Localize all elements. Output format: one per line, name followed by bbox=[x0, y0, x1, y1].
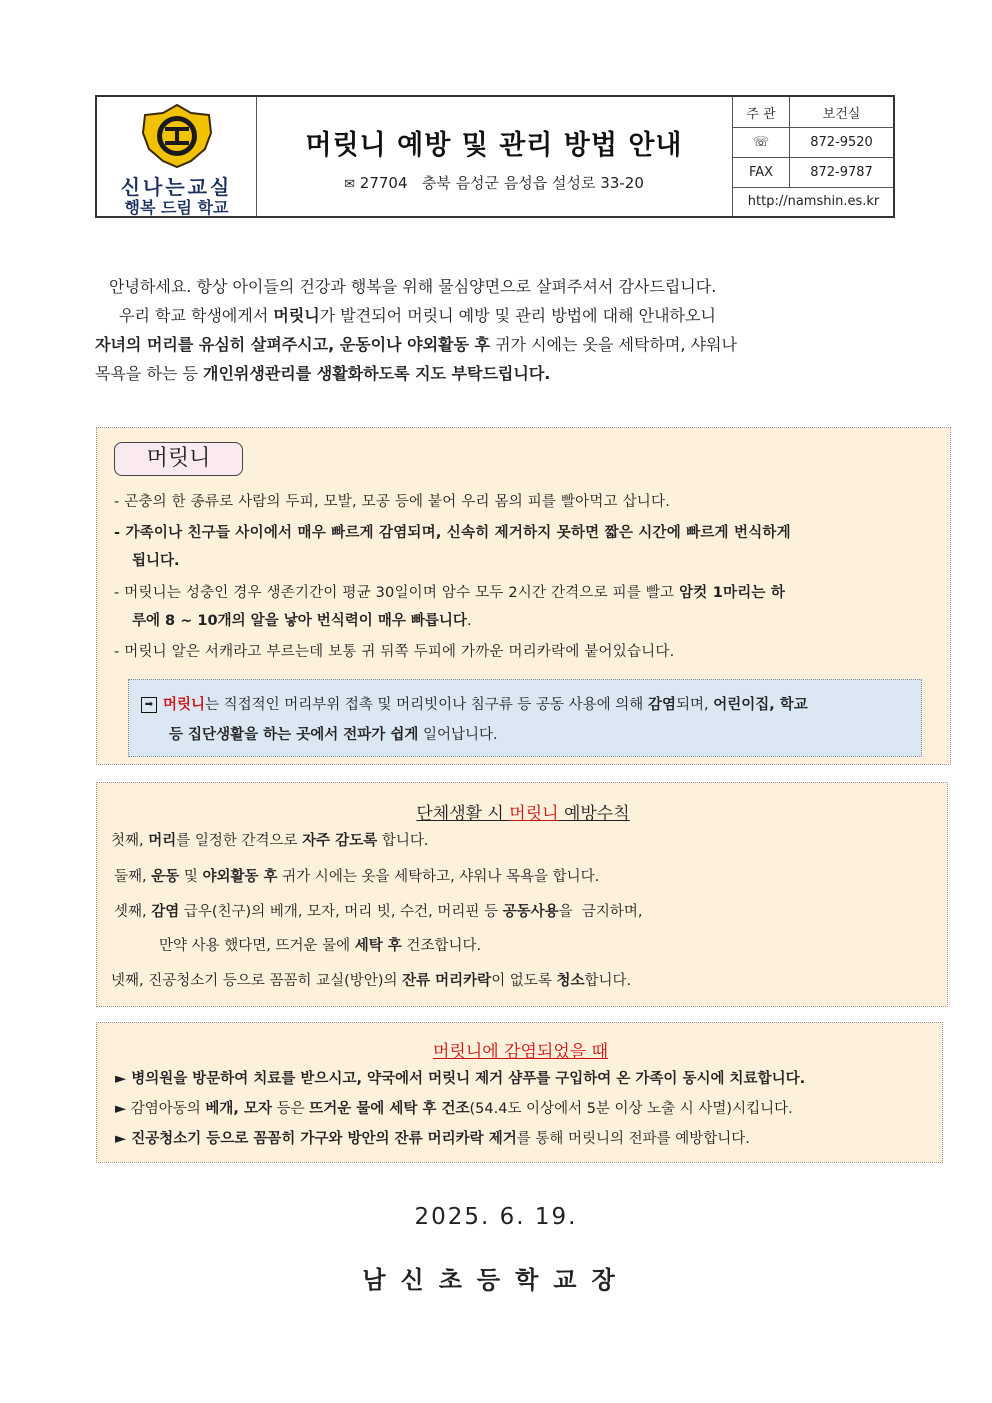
school-emblem-logo bbox=[139, 103, 215, 169]
response-text: ► 감염아동의 bbox=[115, 1101, 206, 1117]
rule-text: 합니다. bbox=[377, 833, 429, 849]
infection-response-line-1: ► 병의원을 방문하여 치료를 받으시고, 약국에서 머릿니 제거 샴푸를 구입하여 온 가족이 동시에 치료합니다. bbox=[115, 1071, 806, 1087]
school-address bbox=[256, 172, 732, 193]
info-row-dept bbox=[733, 97, 894, 128]
transmission-note-box bbox=[128, 679, 922, 757]
infection-response-box bbox=[96, 1022, 943, 1163]
lice-info-line: - 머릿니 알은 서캐라고 부르는데 보통 귀 뒤쪽 두피에 가까운 머리카락에 붙어있습니다. bbox=[114, 644, 675, 660]
rule-text: 셋째, bbox=[114, 904, 152, 920]
infection-response-line-3 bbox=[115, 1127, 935, 1151]
prevention-rule-4 bbox=[111, 969, 631, 993]
prevention-rules-title bbox=[97, 799, 949, 824]
rule-text: 를 일정한 간격으로 bbox=[176, 833, 303, 849]
rule-bold: 머리 bbox=[148, 833, 177, 849]
rule-bold: 야외활동 후 bbox=[202, 869, 278, 885]
lice-info-line: - 곤충의 한 종류로 사람의 두피, 모발, 모공 등에 붙어 우리 몸의 피를 빨아먹고 삽니다. bbox=[114, 494, 671, 510]
school-logo-cell bbox=[97, 97, 257, 216]
document-title: 머릿니 예방 및 관리 방법 안내 bbox=[305, 130, 683, 161]
intro-paragraph-1: 안녕하세요. 항상 아이들의 건강과 행복을 위해 물심양면으로 살펴주셔서 감사드립니다. bbox=[109, 277, 717, 296]
rule-text: 급우(친구)의 베개, 모자, 머리 빗, 수건, 머리핀 등 bbox=[179, 904, 503, 920]
rule-text: 귀가 시에는 옷을 세탁하고, 샤워나 목욕을 합니다. bbox=[277, 869, 600, 885]
rule-text: 건조합니다. bbox=[401, 938, 482, 954]
infection-response-line-2 bbox=[115, 1097, 935, 1121]
intro-text: 귀가 시에는 옷을 세탁하며, 샤워나 bbox=[490, 335, 737, 354]
response-text: 를 통해 머릿니의 전파를 예방합니다. bbox=[516, 1131, 750, 1147]
rule-text: 둘째, bbox=[114, 869, 152, 885]
prevention-rule-3-cont bbox=[159, 934, 481, 958]
prevention-rules-box bbox=[96, 782, 948, 1007]
prevention-rule-3 bbox=[114, 900, 643, 924]
note-bold: 어린이집, 학교 bbox=[713, 697, 808, 713]
prevention-rule-1 bbox=[111, 829, 428, 853]
response-text: 등은 bbox=[272, 1101, 310, 1117]
mail-icon: ✉ bbox=[344, 177, 356, 192]
intro-bold: 개인위생관리를 생활화하도록 지도 부탁드립니다. bbox=[203, 364, 551, 383]
rule-text: 을 금지하며, bbox=[558, 904, 643, 920]
lice-info-line bbox=[114, 579, 944, 607]
intro-paragraph-2-line3 bbox=[95, 359, 901, 388]
signer-principal: 남신초등학교장 bbox=[362, 1266, 630, 1294]
lice-info-box bbox=[96, 427, 951, 765]
contact-info-table bbox=[732, 97, 894, 216]
lice-info-line: - 가족이나 친구들 사이에서 매우 빠르게 감염되며, 신속히 제거하지 못하면 짧은 시간에 빠르게 번식하게 bbox=[114, 525, 791, 541]
intro-paragraph-2 bbox=[95, 301, 901, 330]
document-header bbox=[95, 95, 895, 218]
rule-bold: 잔류 머리카락 bbox=[402, 973, 492, 989]
rule-text: 만약 사용 했다면, 뜨거운 물에 bbox=[159, 938, 355, 954]
rule-text: 및 bbox=[179, 869, 203, 885]
lice-heading-tag: 머릿니 bbox=[114, 442, 243, 476]
rule-text: 이 없도록 bbox=[491, 973, 557, 989]
info-bold: 암컷 1마리는 하 bbox=[679, 585, 786, 601]
website-link[interactable]: http://namshin.es.kr bbox=[747, 194, 880, 209]
rule-bold: 세탁 후 bbox=[354, 938, 402, 954]
info-row-fax bbox=[733, 157, 894, 188]
transmission-note-line2 bbox=[169, 721, 909, 749]
school-motto-line2: 행복 드림 학교 bbox=[124, 198, 229, 217]
rule-text: 합니다. bbox=[584, 973, 632, 989]
fax-value: 872-9787 bbox=[810, 164, 873, 180]
title-text: 단체생활 시 bbox=[416, 804, 510, 824]
intro-bold: 자녀의 머리를 유심히 살펴주시고, 운동이나 야외활동 후 bbox=[95, 335, 490, 354]
rule-text: 첫째, bbox=[111, 833, 149, 849]
dept-label: 주 관 bbox=[733, 97, 790, 127]
address-text: 27704 충북 음성군 음성읍 설성로 33-20 bbox=[359, 174, 644, 192]
intro-text: 우리 학교 학생에게서 bbox=[119, 306, 274, 325]
rule-bold: 감염 bbox=[151, 904, 180, 920]
info-text: . bbox=[466, 613, 472, 629]
response-text: (54.4도 이상에서 5분 이상 노출 시 사멸)시킵니다. bbox=[469, 1101, 793, 1117]
school-motto-line1: 신나는교실 bbox=[120, 175, 233, 199]
prevention-rule-2 bbox=[114, 865, 599, 889]
title-text: 예방수칙 bbox=[558, 804, 630, 824]
fax-label: FAX bbox=[733, 157, 790, 187]
response-bold: 베개, 모자 bbox=[205, 1101, 272, 1117]
title-cell bbox=[256, 97, 732, 216]
rule-bold: 청소 bbox=[556, 973, 585, 989]
intro-text: 목욕을 하는 등 bbox=[95, 364, 203, 383]
lice-info-line-cont: 됩니다. bbox=[132, 553, 180, 569]
rule-bold: 자주 감도록 bbox=[302, 833, 378, 849]
info-bold: 루에 8 ~ 10개의 알을 낳아 번식력이 매우 빠릅니다 bbox=[132, 613, 467, 629]
intro-text: 가 발견되어 머릿니 예방 및 관리 방법에 대해 안내하오니 bbox=[319, 306, 716, 325]
note-bold: 등 집단생활을 하는 곳에서 전파가 쉽게 bbox=[169, 727, 419, 743]
title-highlight: 머릿니 bbox=[509, 804, 559, 824]
phone-icon: ☏ bbox=[733, 127, 790, 157]
note-text: 되며, bbox=[675, 697, 714, 713]
response-bold: ► 진공청소기 등으로 꼼꼼히 가구와 방안의 잔류 머리카락 제거 bbox=[115, 1131, 517, 1147]
note-text: 일어납니다. bbox=[418, 727, 498, 743]
rule-text: 넷째, 진공청소기 등으로 꼼꼼히 교실(방안)의 bbox=[111, 973, 403, 989]
intro-bold: 머릿니 bbox=[273, 306, 320, 325]
info-row-website bbox=[733, 187, 894, 216]
note-text: 는 직접적인 머리부위 접촉 및 머리빗이나 침구류 등 공동 사용에 의해 bbox=[205, 697, 648, 713]
rule-bold: 공동사용 bbox=[502, 904, 559, 920]
note-bold: 감염 bbox=[647, 697, 676, 713]
info-text: - 머릿니는 성충인 경우 생존기간이 평균 30일이며 암수 모두 2시간 간격으로 피를 빨고 bbox=[114, 585, 680, 601]
rule-bold: 운동 bbox=[151, 869, 180, 885]
lice-info-line-cont bbox=[132, 607, 944, 635]
infection-response-title: 머릿니에 감염되었을 때 bbox=[432, 1042, 609, 1062]
note-highlight: 머릿니 bbox=[163, 697, 206, 713]
response-bold: 뜨거운 물에 세탁 후 건조 bbox=[309, 1101, 470, 1117]
info-row-phone bbox=[733, 127, 894, 158]
arrow-right-icon: ➡ bbox=[141, 697, 157, 713]
document-date: 2025. 6. 19. bbox=[414, 1204, 578, 1230]
phone-value: 872-9520 bbox=[810, 134, 873, 150]
transmission-note-line1 bbox=[141, 691, 921, 719]
intro-paragraph-2-line2 bbox=[95, 330, 901, 359]
dept-value: 보건실 bbox=[822, 106, 861, 122]
